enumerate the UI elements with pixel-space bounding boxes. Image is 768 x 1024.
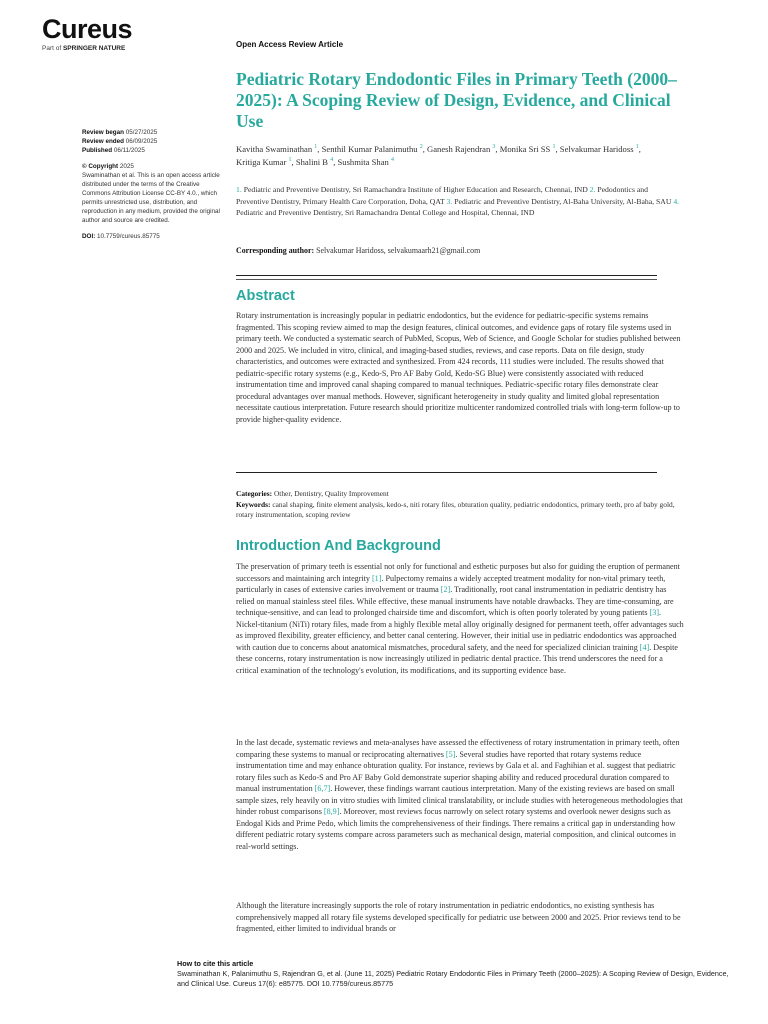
citation-link[interactable]: [2] (440, 585, 451, 594)
introduction-heading: Introduction And Background (236, 538, 441, 554)
categories-keywords (236, 489, 684, 521)
affiliation-number: 1. (236, 185, 242, 194)
author-name[interactable]: Kavitha Swaminathan (236, 144, 313, 154)
review-dates (82, 128, 222, 155)
copyright-year: 2025 (119, 163, 134, 170)
affiliation-marker[interactable]: 4 (390, 157, 394, 164)
author-separator: , (555, 144, 560, 154)
author-name[interactable]: Kritiga Kumar (236, 157, 287, 167)
affiliation-number: 3. (446, 196, 453, 206)
doi-value[interactable]: 10.7759/cureus.85775 (97, 233, 160, 240)
review-began (82, 128, 222, 137)
article-type: Open Access Review Article (236, 40, 344, 49)
citation-link[interactable]: [5] (445, 749, 456, 759)
logo-wordmark: Cureus (42, 14, 133, 44)
categories (236, 489, 684, 500)
affiliation-number: 4. (673, 196, 680, 206)
corresponding-author (236, 246, 676, 255)
review-ended-value: 06/09/2025 (125, 138, 158, 145)
published-date (82, 146, 222, 155)
paragraph-text: The preservation of primary teeth is essential not only for functional and esthetic purposes but also for guiding the eruption of permanent successors and maintaining arch integrity (236, 562, 680, 583)
affiliation-marker[interactable]: 3 (492, 144, 496, 151)
author-separator: , (291, 157, 296, 167)
corresponding-text: Selvakumar Haridoss, selvakumaarh21@gmail.com (314, 246, 481, 255)
categories-label: Categories: (236, 489, 273, 498)
affiliation-marker[interactable]: 1 (288, 157, 292, 164)
how-to-cite-text: Swaminathan K, Palanimuthu S, Rajendran G, et al. (June 11, 2025) Pediatric Rotary Endodontic Files in Primary Teeth (2000–2025): A Scoping Review of Design, Evidence, and Clinical Use. Cureus 17(6): e85775. DOI 10.7759/cureus.85775 (177, 969, 729, 988)
review-ended (82, 137, 222, 146)
paragraph-text: . Pulpectomy remains a widely accepted treatment modality for non-vital primary teeth, particularly in cases of extensive caries involvement or trauma (236, 573, 666, 594)
affiliation-text: Pedodontics and Preventive Dentistry, Primary Health Care Corporation, Doha, QAT (236, 185, 648, 206)
affiliation-text: Pediatric and Preventive Dentistry, Al-Baha University, Al-Baha, SAU (452, 196, 674, 206)
cureus-logo[interactable] (42, 16, 132, 52)
doi-label: DOI: (82, 233, 96, 240)
author-separator: , (495, 144, 500, 154)
paragraph-text: . Nickel-titanium (NiTi) rotary files, made from a highly flexible metal alloy originally designed for permanent teeth, offer advantages such as improved flexibility, greater efficiency, and better canal centering. However, their initial use in pediatric endodontics was approached with caution due to concerns about anatomical mismatches, procedural safety, and the need for specialized clinician training (236, 608, 684, 652)
divider (236, 275, 657, 276)
review-began-label: Review began (82, 129, 124, 136)
published-label: Published (82, 147, 113, 154)
citation-link[interactable]: [6,7] (314, 784, 331, 793)
published-value: 06/11/2025 (113, 147, 145, 154)
author-separator: , (422, 144, 428, 154)
affiliation-text: Pediatric and Preventive Dentistry, Sri Ramachandra Institute of Higher Education and Research, Chennai, IND (241, 185, 590, 194)
keywords (236, 500, 684, 521)
keywords-label: Keywords: (236, 499, 271, 509)
author-name[interactable]: Senthil Kumar Palanimuthu (321, 144, 418, 154)
intro-paragraph-2 (236, 737, 684, 852)
author-name[interactable]: Monika Sri SS (499, 144, 551, 154)
logo-sub-brand: SPRINGER NATURE (62, 45, 126, 52)
affiliation-marker[interactable]: 4 (330, 157, 334, 164)
affiliation-number: 2. (589, 185, 596, 194)
citation-link[interactable]: [8,9] (323, 807, 340, 816)
abstract-heading: Abstract (236, 288, 295, 304)
review-ended-label: Review ended (82, 138, 124, 145)
affiliation-marker[interactable]: 2 (419, 144, 423, 151)
review-began-value: 05/27/2025 (125, 129, 158, 136)
abstract-text: Rotary instrumentation is increasingly popular in pediatric endodontics, but the evidence for pediatric-specific systems remains fragmented. This scoping review aimed to map the design features, clinical outcomes, and evidence gaps of rotary file systems used in primary teeth. We conducted a systematic search of PubMed, Scopus, Web of Science, and Google Scholar for studies published between 2000 and 2025. We included in vitro, clinical, and imaging-based studies, reviews, and case reports. Data on file design, study characteristics, and outcomes were extracted and synthesized. From 424 records, 111 studies were included. The results showed that pediatric-specific rotary systems (e.g., Kedo-S, Pro AF Baby Gold, Kedo-SG Blue) were consistently associated with reduced instrumentation time and improved canal shaping compared to manual techniques. Pediatric-specific rotary files demonstrate clear procedural advantages over manual methods. However, significant heterogeneity in study quality and limited global representation necessitate cautious interpretation. Future research should prioritize multicenter randomized controlled trials with long-term follow-up to provide higher-quality evidence. (236, 311, 681, 424)
corresponding-label: Corresponding author: (236, 246, 315, 255)
author-name[interactable]: Sushmita Shan (337, 157, 389, 167)
citation-link[interactable]: [3] (649, 608, 660, 617)
affiliations (236, 184, 682, 219)
affiliation-marker[interactable]: 1 (552, 144, 556, 151)
author-name[interactable]: Ganesh Rajendran (427, 144, 491, 154)
article-title: Pediatric Rotary Endodontic Files in Primary Teeth (2000–2025): A Scoping Review of Design, Evidence, and Clinical Use (236, 69, 677, 131)
copyright-block (82, 162, 222, 225)
affiliation-marker[interactable]: 1 (635, 144, 639, 151)
intro-paragraph-3: Although the literature increasingly supports the role of rotary instrumentation in pediatric endodontics, no existing synthesis has comprehensively mapped all rotary file systems developed specifically for pediatric use between 2000 and 2025. Prior reviews tend to be fragmented, either limited to individual brands or (236, 901, 681, 933)
paragraph-text: In the last decade, systematic reviews and meta-analyses have assessed the effectiveness of rotary instrumentation in primary teeth, often comparing these systems to manual or reciprocating alternatives (236, 738, 680, 759)
how-to-cite-label: How to cite this article (177, 959, 254, 968)
affiliation-marker[interactable]: 1 (314, 144, 318, 151)
paragraph-text: . Several studies have reported that rotary systems reduce instrumentation time and may enhance obturation quality. For instance, reviews by Gala et al. and Faghihian et al. suggest that pediatric rotary files such as Kedo-S and Pro AF Baby Gold demonstrate superior shaping ability and reduced procedural duration compared to manual instrumentation (236, 749, 676, 793)
keywords-text: canal shaping, finite element analysis, kedo-s, niti rotary files, obturation quality, pediatric endodontics, primary teeth, pro af baby gold, rotary instrumentation, scoping review (236, 499, 675, 519)
logo-subtitle (42, 45, 132, 52)
paragraph-text: . However, these findings warrant cautious interpretation. Many of the existing reviews are based on small sample sizes, rely heavily on in vitro studies with limited clinical translatability, or include studies with heterogeneous methodologies that hinder robust comparisons (236, 784, 683, 816)
paragraph-text: . Moreover, most reviews focus narrowly on select rotary systems and overlook newer designs such as Endogal Kids and Prime Pedo, which limits the comprehensiveness of their findings. There remains a critical gap in understanding how different pediatric rotary systems compare across parameters such as mechanical design, material composition, and clinical outcomes in real-world settings. (236, 807, 676, 851)
doi-block[interactable] (82, 232, 222, 241)
author-separator: , (317, 144, 322, 154)
citation-link[interactable]: [4] (639, 642, 650, 652)
citation-link[interactable]: [1] (371, 573, 382, 583)
author-list (236, 143, 666, 169)
copyright-line (82, 162, 222, 171)
categories-text: Other, Dentistry, Quality Improvement (272, 489, 389, 498)
affiliation-text: Pediatric and Preventive Dentistry, Sri Ramachandra Dental College and Hospital, Chennai, IND (236, 208, 535, 217)
paragraph-text: . Traditionally, root canal instrumentation in pediatric dentistry has relied on manual stainless steel files. While effective, these manual instruments have notable drawbacks. They are time-consuming, are technique-sensitive, and can lead to prolonged chairside time and discomfort, which is often poorly tolerated by young patients (236, 585, 674, 617)
paragraph-text: . Despite these concerns, rotary instrumentation is now increasingly utilized in pediatric dental practice. This trend underscores the need for a critical examination of the technology's evolution, its modifications, and its supporting evidence base. (236, 642, 679, 675)
how-to-cite (177, 959, 737, 989)
divider (236, 279, 657, 280)
author-separator: , (638, 144, 641, 154)
logo-sub-prefix: Part of (42, 45, 62, 52)
intro-paragraph-1 (236, 561, 684, 676)
author-separator: , (333, 157, 338, 167)
author-name[interactable]: Selvakumar Haridoss (559, 144, 634, 154)
copyright-label: © Copyright (82, 163, 119, 170)
license-text: Swaminathan et al. This is an open access article distributed under the terms of the Creative Commons Attribution License CC-BY 4.0., which permits unrestricted use, distribution, and reproduction in any medium, provided the original author and source are credited. (82, 172, 220, 224)
author-name[interactable]: Shalini B (295, 157, 329, 167)
divider (236, 472, 657, 473)
metadata-sidebar (82, 128, 222, 248)
